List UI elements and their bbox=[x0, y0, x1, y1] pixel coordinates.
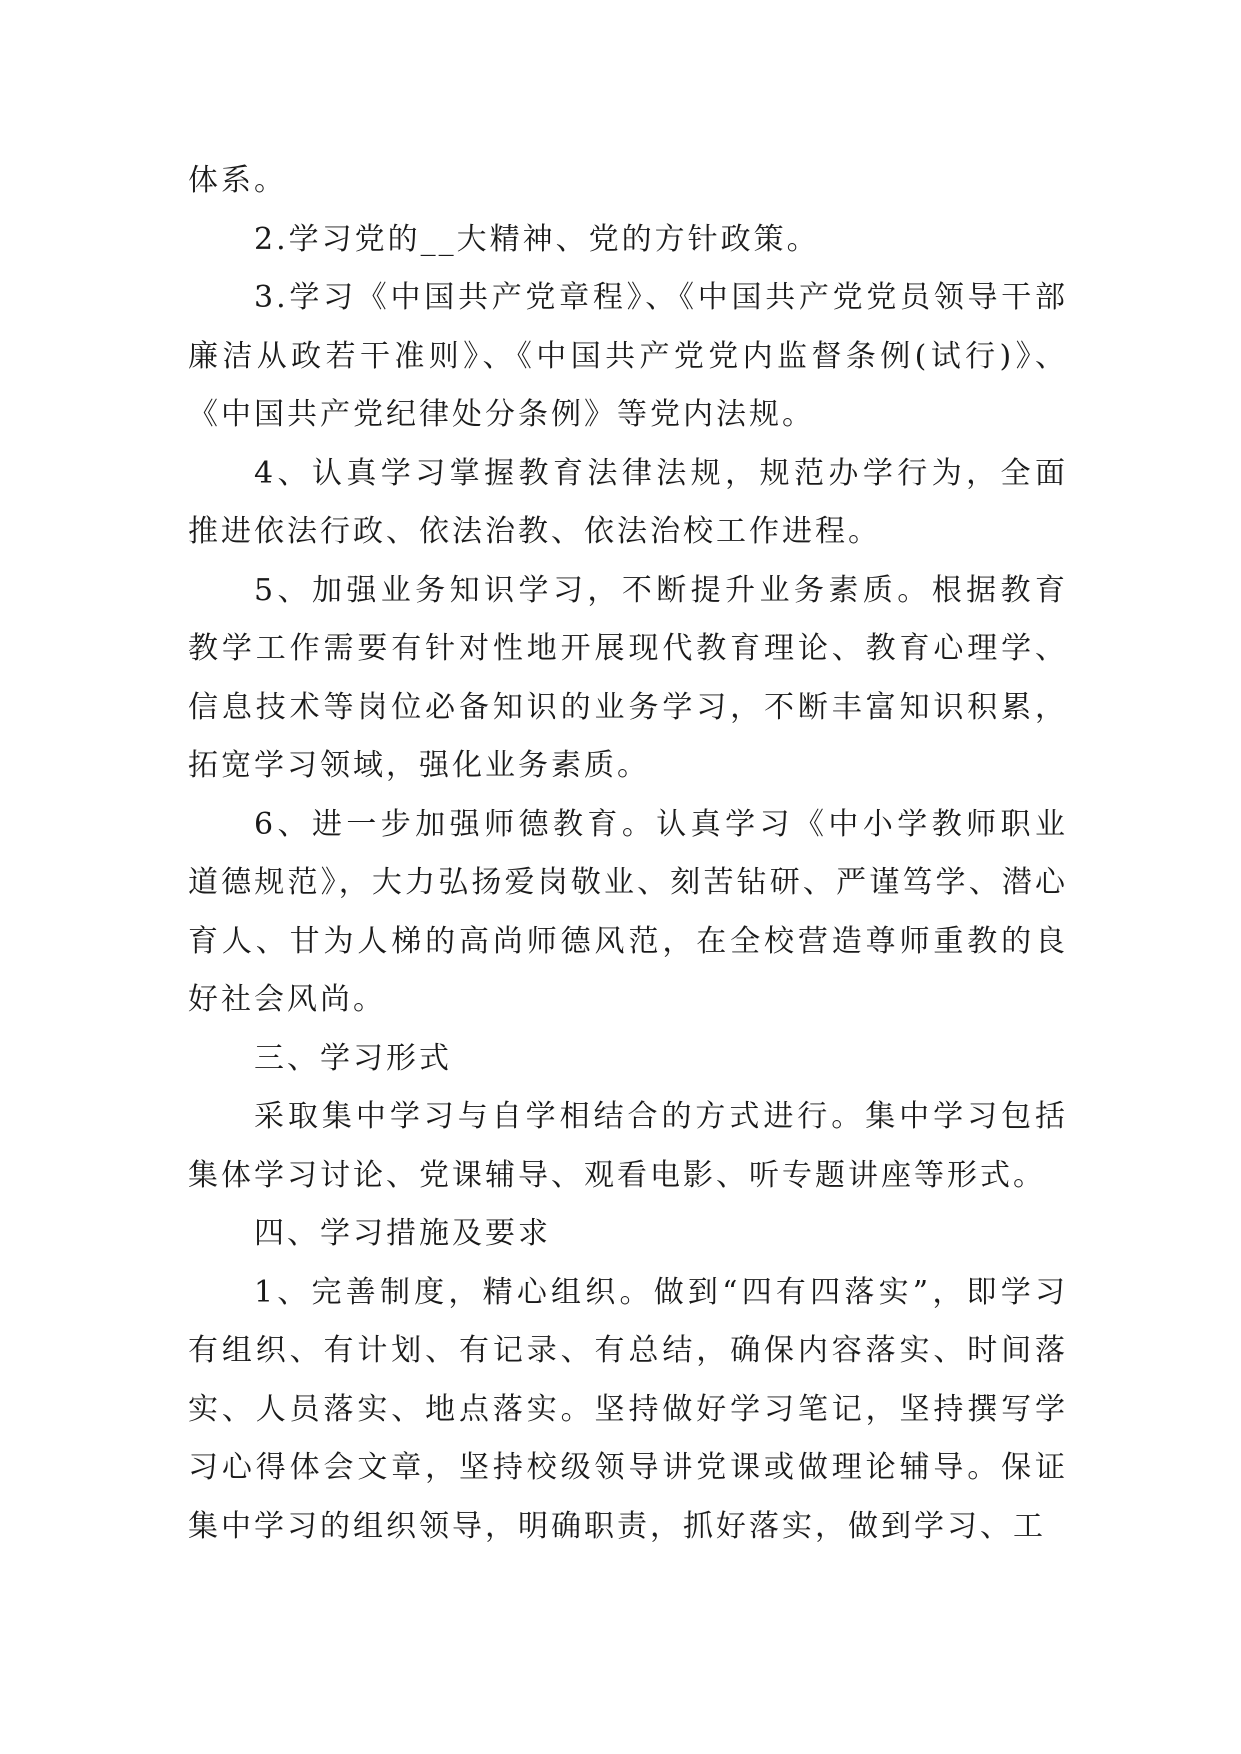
paragraph-item-3: 3.学习《中国共产党章程》、《中国共产党党员领导干部廉洁从政若干准则》、《中国共产党党内监督条例(试行)》、《中国共产党纪律处分条例》等党内法规。 bbox=[188, 280, 1068, 432]
paragraph-study-form: 采取集中学习与自学相结合的方式进行。集中学习包括集体学习讨论、党课辅导、观看电影、听专题讲座等形式。 bbox=[188, 1099, 1068, 1193]
paragraph-item-4: 4、认真学习掌握教育法律法规，规范办学行为，全面推进依法行政、依法治教、依法治校工作进程。 bbox=[188, 455, 1068, 549]
document-body bbox=[188, 152, 1068, 1556]
paragraph-item-5: 5、加强业务知识学习，不断提升业务素质。根据教育教学工作需要有针对性地开展现代教育理论、教育心理学、信息技术等岗位必备知识的业务学习，不断丰富知识积累，拓宽学习领域，强化业务素质。 bbox=[188, 572, 1068, 783]
paragraph-measure-1: 1、完善制度，精心组织。做到“四有四落实”，即学习有组织、有计划、有记录、有总结，确保内容落实、时间落实、人员落实、地点落实。坚持做好学习笔记，坚持撰写学习心得体会文章，坚持校级领导讲党课或做理论辅导。保证集中学习的组织领导，明确职责，抓好落实，做到学习、工 bbox=[188, 1274, 1068, 1544]
paragraph-continuation: 体系。 bbox=[188, 163, 287, 198]
paragraph-item-6: 6、进一步加强师德教育。认真学习《中小学教师职业道德规范》，大力弘扬爱岗敬业、刻苦钻研、严谨笃学、潜心育人、甘为人梯的高尚师德风范，在全校营造尊师重教的良好社会风尚。 bbox=[188, 806, 1068, 1017]
paragraph-item-2: 2.学习党的__大精神、党的方针政策。 bbox=[254, 221, 820, 257]
section-heading-3: 三、学习形式 bbox=[254, 1040, 452, 1076]
section-heading-4: 四、学习措施及要求 bbox=[254, 1216, 551, 1251]
